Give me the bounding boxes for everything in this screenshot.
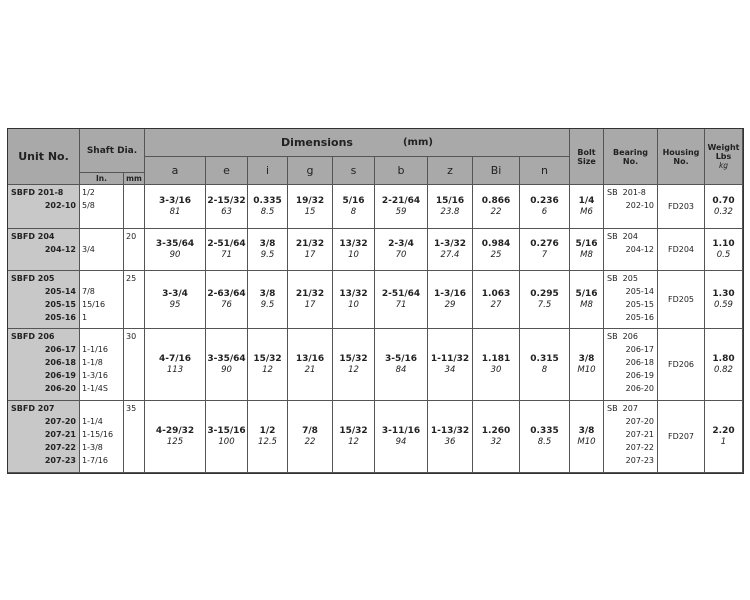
mm-value: 84: [395, 365, 407, 375]
shaft-in-cell: [80, 185, 124, 229]
inch-value: 0.335: [253, 196, 282, 206]
mm-value: 12: [262, 365, 273, 375]
unit-no: SBFD 206: [11, 332, 55, 341]
dimension-cell-a: [145, 401, 206, 473]
shaft-inch-value: 3/4: [82, 245, 95, 254]
mm-value: 25: [490, 250, 502, 260]
mm-value: 8.5: [537, 437, 552, 447]
shaft-inch-value: 1-7/16: [82, 456, 108, 465]
inch-value: 0.276: [530, 239, 559, 249]
weight-lbs: 1.10: [712, 239, 735, 249]
dimension-cell-g: [288, 229, 333, 271]
bolt-metric: M6: [580, 207, 593, 217]
dimension-cell-e: [206, 329, 248, 401]
bolt-inch: 5/16: [575, 289, 598, 299]
bolt-size-header: [570, 129, 604, 185]
bolt-size-cell: [570, 401, 604, 473]
inch-value: 3-35/64: [207, 354, 246, 364]
inch-value: 3-3/16: [158, 196, 192, 206]
weight-cell: [705, 185, 743, 229]
housing-no: FD204: [667, 245, 695, 254]
dimension-cell-Bi: [473, 271, 520, 329]
bearing-no: 205-16: [625, 313, 654, 322]
no-label: No.: [673, 156, 689, 166]
shaft-dia-header: [80, 129, 145, 173]
mm-value: 6: [541, 207, 548, 217]
bolt-metric: M10: [577, 365, 596, 375]
inch-value: 1-13/32: [430, 426, 470, 436]
unit-no: SBFD 204: [11, 232, 55, 241]
mm-value: 17: [304, 250, 316, 260]
dimension-cell-n: [520, 329, 570, 401]
mm-value: 22: [490, 207, 502, 217]
unit-no: SBFD 207: [11, 404, 55, 413]
dimension-cell-n: [520, 401, 570, 473]
dimension-cell-a: [145, 229, 206, 271]
bearing-no: 204-12: [625, 245, 654, 254]
bearing-no: 206-18: [625, 358, 654, 367]
dimensions-header: [145, 129, 570, 157]
shaft-mm-cell: [124, 271, 145, 329]
mm-value: 22: [304, 437, 316, 447]
inch-value: 0.315: [530, 354, 559, 364]
inch-value: 21/32: [295, 239, 325, 249]
mm-value: 63: [221, 207, 232, 217]
dimension-cell-z: [428, 401, 473, 473]
dimension-cell-Bi: [473, 185, 520, 229]
shaft-inch-value: [82, 272, 121, 285]
unit-no-cell: [8, 329, 80, 401]
inch-value: 1.181: [481, 354, 511, 364]
unit-no: 202-10: [44, 201, 76, 210]
dimension-cell-s: [333, 185, 375, 229]
weight-kg: 0.82: [714, 365, 733, 375]
inch-value: 0.984: [481, 239, 511, 249]
mm-value: 21: [304, 365, 316, 375]
dimension-header-g: [288, 157, 333, 185]
bolt-metric: M10: [577, 437, 596, 447]
dimension-label: s: [350, 164, 357, 177]
dimension-cell-i: [248, 271, 288, 329]
dimension-header-i: [248, 157, 288, 185]
mm-value: 29: [444, 300, 456, 310]
inch-value: 13/32: [339, 289, 368, 299]
mm-value: 7: [541, 250, 548, 260]
mm-value: 70: [395, 250, 407, 260]
inch-value: 2-63/64: [207, 289, 246, 299]
mm-value: 34: [444, 365, 456, 375]
dimension-header-b: [375, 157, 428, 185]
bearing-no: 206-20: [625, 384, 654, 393]
bearing-no-cell: [604, 329, 658, 401]
mm-value: 12.5: [258, 437, 277, 447]
dimension-cell-i: [248, 185, 288, 229]
shaft-inch-value: 1-1/16: [82, 345, 108, 354]
bolt-metric: M8: [580, 300, 593, 310]
mm-value: 113: [166, 365, 184, 375]
dimension-cell-Bi: [473, 329, 520, 401]
unit-no-cell: [8, 185, 80, 229]
shaft-mm-cell: [124, 401, 145, 473]
bearing-no: SB 206: [607, 332, 638, 341]
housing-no: FD205: [667, 295, 695, 304]
inch-value: 1-3/32: [433, 239, 467, 249]
bolt-inch: 3/8: [578, 426, 595, 436]
bearing-no: SB 204: [607, 232, 638, 241]
shaft-inch-value: [82, 330, 121, 343]
dimension-header-e: [206, 157, 248, 185]
dimension-cell-s: [333, 271, 375, 329]
bolt-label: Bolt: [577, 147, 596, 157]
dimension-header-Bi: [473, 157, 520, 185]
bearing-label: Bearing: [612, 147, 649, 157]
shaft-inch-value: 1-15/16: [82, 430, 114, 439]
inch-value: 15/32: [339, 426, 368, 436]
weight-cell: [705, 401, 743, 473]
dimension-label: i: [265, 164, 270, 177]
inch-value: 1-11/32: [430, 354, 470, 364]
mm-value: 36: [444, 437, 456, 447]
inch-value: 2-15/32: [207, 196, 246, 206]
bearing-no: 207-22: [625, 443, 654, 452]
inch-value: 7/8: [302, 426, 318, 436]
dimension-cell-e: [206, 401, 248, 473]
dimension-cell-g: [288, 401, 333, 473]
unit-no: 206-20: [44, 384, 76, 393]
mm-value: 32: [490, 437, 502, 447]
shaft-in-cell: [80, 271, 124, 329]
unit-no-header: [8, 129, 80, 185]
housing-label: Housing: [662, 147, 700, 157]
inch-value: 3-35/64: [155, 239, 195, 249]
inch-value: 15/16: [435, 196, 465, 206]
mm-value: 8.5: [260, 207, 275, 217]
bearing-no: 205-15: [625, 300, 654, 309]
inch-value: 3-5/16: [384, 354, 418, 364]
inch-value: 1-3/16: [433, 289, 467, 299]
dimension-cell-a: [145, 271, 206, 329]
mm-value: 15: [304, 207, 316, 217]
lbs-label: Lbs: [715, 152, 732, 161]
dimension-cell-s: [333, 329, 375, 401]
inch-value: 3-11/16: [381, 426, 421, 436]
unit-no: SBFD 205: [11, 274, 55, 283]
weight-header: [705, 129, 743, 185]
bolt-size-cell: [570, 229, 604, 271]
dimension-header-a: [145, 157, 206, 185]
dimension-cell-g: [288, 329, 333, 401]
inch-value: 1/2: [259, 426, 276, 436]
mm-value: 27: [490, 300, 502, 310]
weight-cell: [705, 271, 743, 329]
size-label: Size: [577, 156, 596, 166]
weight-lbs: 2.20: [712, 426, 735, 436]
weight-kg: 0.59: [714, 300, 733, 310]
inch-value: 2-3/4: [388, 239, 414, 249]
shaft-inch-value: 1-1/4: [82, 417, 103, 426]
inch-value: 2-51/64: [207, 239, 246, 249]
inch-value: 3-15/16: [207, 426, 246, 436]
shaft-mm-cell: [124, 229, 145, 271]
dimension-cell-b: [375, 229, 428, 271]
dimension-header-n: [520, 157, 570, 185]
bolt-metric: M8: [580, 250, 593, 260]
mm-value: 71: [395, 300, 407, 310]
dimension-cell-g: [288, 271, 333, 329]
inch-value: 13/16: [295, 354, 325, 364]
unit-no: 205-15: [44, 300, 76, 309]
shaft-mm-label: mm: [126, 174, 142, 183]
shaft-in-label: In.: [96, 174, 107, 183]
dimension-label: n: [541, 164, 548, 177]
bolt-size-cell: [570, 271, 604, 329]
inch-value: 1.260: [481, 426, 511, 436]
mm-value: 7.5: [537, 300, 552, 310]
dimension-cell-a: [145, 329, 206, 401]
inch-value: 13/32: [339, 239, 368, 249]
bolt-inch: 3/8: [578, 354, 595, 364]
unit-no: SBFD 201-8: [11, 188, 64, 197]
housing-no-cell: [658, 401, 705, 473]
unit-no: 207-20: [44, 417, 76, 426]
unit-no: 206-18: [44, 358, 76, 367]
dimension-label: g: [306, 164, 314, 177]
dimension-cell-z: [428, 185, 473, 229]
inch-value: 4-29/32: [155, 426, 195, 436]
weight-kg: 0.5: [716, 250, 731, 260]
inch-value: 0.335: [530, 426, 559, 436]
specification-table: [7, 128, 744, 474]
unit-no: 205-14: [44, 287, 76, 296]
weight-kg: 1: [720, 437, 727, 447]
mm-value: 27.4: [440, 250, 460, 260]
mm-value: 30: [490, 365, 502, 375]
dimension-cell-i: [248, 329, 288, 401]
housing-no-cell: [658, 185, 705, 229]
dimension-cell-Bi: [473, 229, 520, 271]
dimension-cell-e: [206, 185, 248, 229]
mm-value: 100: [218, 437, 235, 447]
mm-value: 8: [350, 207, 357, 217]
weight-cell: [705, 229, 743, 271]
dimension-cell-i: [248, 229, 288, 271]
inch-value: 2-21/64: [381, 196, 421, 206]
inch-value: 3/8: [259, 289, 276, 299]
inch-value: 5/16: [342, 196, 365, 206]
dimension-cell-b: [375, 185, 428, 229]
unit-no: 207-21: [44, 430, 76, 439]
bolt-size-cell: [570, 329, 604, 401]
shaft-inch-value: 1/2: [82, 188, 95, 197]
mm-value: 12: [348, 437, 359, 447]
inch-value: 21/32: [295, 289, 325, 299]
bearing-no: 207-23: [625, 456, 654, 465]
unit-no-cell: [8, 401, 80, 473]
kg-label: kg: [718, 161, 729, 170]
bearing-no: 205-14: [625, 287, 654, 296]
inch-value: 3/8: [259, 239, 276, 249]
shaft-mm-value: 20: [126, 232, 137, 241]
bearing-no: SB 207: [607, 404, 638, 413]
bearing-no-cell: [604, 229, 658, 271]
housing-no: FD207: [667, 432, 695, 441]
shaft-dia-label: Shaft Dia.: [86, 145, 138, 156]
housing-no-cell: [658, 229, 705, 271]
mm-value: 81: [169, 207, 181, 217]
inch-value: 2-51/64: [381, 289, 421, 299]
dimensions-label: Dimensions: [281, 136, 353, 149]
mm-value: 125: [166, 437, 184, 447]
mm-value: 95: [169, 300, 181, 310]
shaft-inch-value: 15/16: [82, 300, 106, 309]
unit-no-cell: [8, 271, 80, 329]
weight-label: Weight: [707, 143, 740, 152]
dimension-cell-s: [333, 229, 375, 271]
housing-no: FD206: [667, 360, 695, 369]
dimension-cell-i: [248, 401, 288, 473]
shaft-inch-value: 1-1/4S: [82, 384, 108, 393]
unit-no: 207-23: [44, 456, 76, 465]
inch-value: 0.236: [530, 196, 559, 206]
dimensions-unit-label: (mm): [402, 137, 433, 148]
mm-value: 76: [221, 300, 232, 310]
housing-no-cell: [658, 329, 705, 401]
mm-value: 23.8: [440, 207, 460, 217]
bearing-no: 207-21: [625, 430, 654, 439]
housing-no-header: [658, 129, 705, 185]
unit-no-cell: [8, 229, 80, 271]
bearing-no-cell: [604, 271, 658, 329]
dimension-header-s: [333, 157, 375, 185]
shaft-inch-value: 5/8: [82, 201, 95, 210]
dimension-cell-n: [520, 229, 570, 271]
dimension-label: z: [447, 164, 453, 177]
mm-value: 71: [221, 250, 232, 260]
mm-value: 8: [541, 365, 548, 375]
dimension-cell-e: [206, 229, 248, 271]
dimension-cell-g: [288, 185, 333, 229]
bolt-inch: 5/16: [575, 239, 598, 249]
dimension-cell-z: [428, 271, 473, 329]
inch-value: 0.866: [481, 196, 511, 206]
bearing-no: 206-19: [625, 371, 654, 380]
weight-cell: [705, 329, 743, 401]
bolt-inch: 1/4: [578, 196, 595, 206]
weight-kg: 0.32: [714, 207, 733, 217]
shaft-mm-value: 35: [126, 404, 137, 413]
inch-value: 4-7/16: [158, 354, 192, 364]
dimension-cell-b: [375, 329, 428, 401]
inch-value: 3-3/4: [162, 289, 188, 299]
mm-value: 59: [395, 207, 407, 217]
dimension-label: e: [223, 164, 230, 177]
bearing-no: 207-20: [625, 417, 654, 426]
unit-no: 205-16: [44, 313, 76, 322]
dimension-cell-b: [375, 271, 428, 329]
dimension-cell-s: [333, 401, 375, 473]
dimension-cell-e: [206, 271, 248, 329]
bearing-no: 202-10: [625, 201, 654, 210]
weight-lbs: 1.30: [712, 289, 735, 299]
bearing-no: SB 205: [607, 274, 638, 283]
dimension-cell-z: [428, 329, 473, 401]
bearing-no-cell: [604, 401, 658, 473]
shaft-inch-value: [82, 230, 121, 243]
dimension-cell-z: [428, 229, 473, 271]
shaft-in-cell: [80, 401, 124, 473]
shaft-mm-cell: [124, 329, 145, 401]
unit-no: 204-12: [44, 245, 76, 254]
dimension-label: a: [171, 164, 179, 177]
housing-no: FD203: [667, 202, 695, 211]
shaft-mm-value: 25: [126, 274, 137, 283]
shaft-inch-value: 1-3/8: [82, 443, 103, 452]
mm-value: 90: [221, 365, 232, 375]
unit-no: 206-19: [44, 371, 76, 380]
dimension-cell-Bi: [473, 401, 520, 473]
dimension-cell-a: [145, 185, 206, 229]
mm-value: 12: [348, 365, 359, 375]
shaft-inch-value: [82, 402, 121, 415]
shaft-mm-header: [124, 173, 145, 185]
shaft-in-header: [80, 173, 124, 185]
bearing-no-cell: [604, 185, 658, 229]
unit-no: 207-22: [44, 443, 76, 452]
mm-value: 94: [395, 437, 407, 447]
inch-value: 15/32: [339, 354, 368, 364]
shaft-inch-value: 7/8: [82, 287, 95, 296]
dimension-cell-b: [375, 401, 428, 473]
mm-value: 17: [304, 300, 316, 310]
mm-value: 90: [169, 250, 181, 260]
unit-no: 206-17: [44, 345, 76, 354]
inch-value: 0.295: [530, 289, 559, 299]
mm-value: 9.5: [260, 250, 275, 260]
shaft-mm-value: 30: [126, 332, 137, 341]
inch-value: 15/32: [253, 354, 282, 364]
dimension-cell-n: [520, 185, 570, 229]
shaft-inch-value: 1-3/16: [82, 371, 108, 380]
inch-value: 1.063: [481, 289, 511, 299]
shaft-inch-value: 1: [82, 313, 88, 322]
bearing-no: 206-17: [625, 345, 654, 354]
bearing-no: SB 201-8: [607, 188, 646, 197]
dimension-label: b: [397, 164, 405, 177]
bearing-no-header: [604, 129, 658, 185]
weight-lbs: 0.70: [712, 196, 735, 206]
dimension-label: Bi: [490, 164, 502, 177]
shaft-in-cell: [80, 329, 124, 401]
housing-no-cell: [658, 271, 705, 329]
unit-no-label: Unit No.: [18, 150, 69, 163]
shaft-mm-cell: [124, 185, 145, 229]
no-label: No.: [622, 156, 639, 166]
weight-lbs: 1.80: [712, 354, 735, 364]
bolt-size-cell: [570, 185, 604, 229]
inch-value: 19/32: [295, 196, 325, 206]
dimension-header-z: [428, 157, 473, 185]
mm-value: 10: [348, 250, 359, 260]
mm-value: 10: [348, 300, 359, 310]
mm-value: 9.5: [260, 300, 275, 310]
shaft-in-cell: [80, 229, 124, 271]
shaft-inch-value: 1-1/8: [82, 358, 103, 367]
dimension-cell-n: [520, 271, 570, 329]
